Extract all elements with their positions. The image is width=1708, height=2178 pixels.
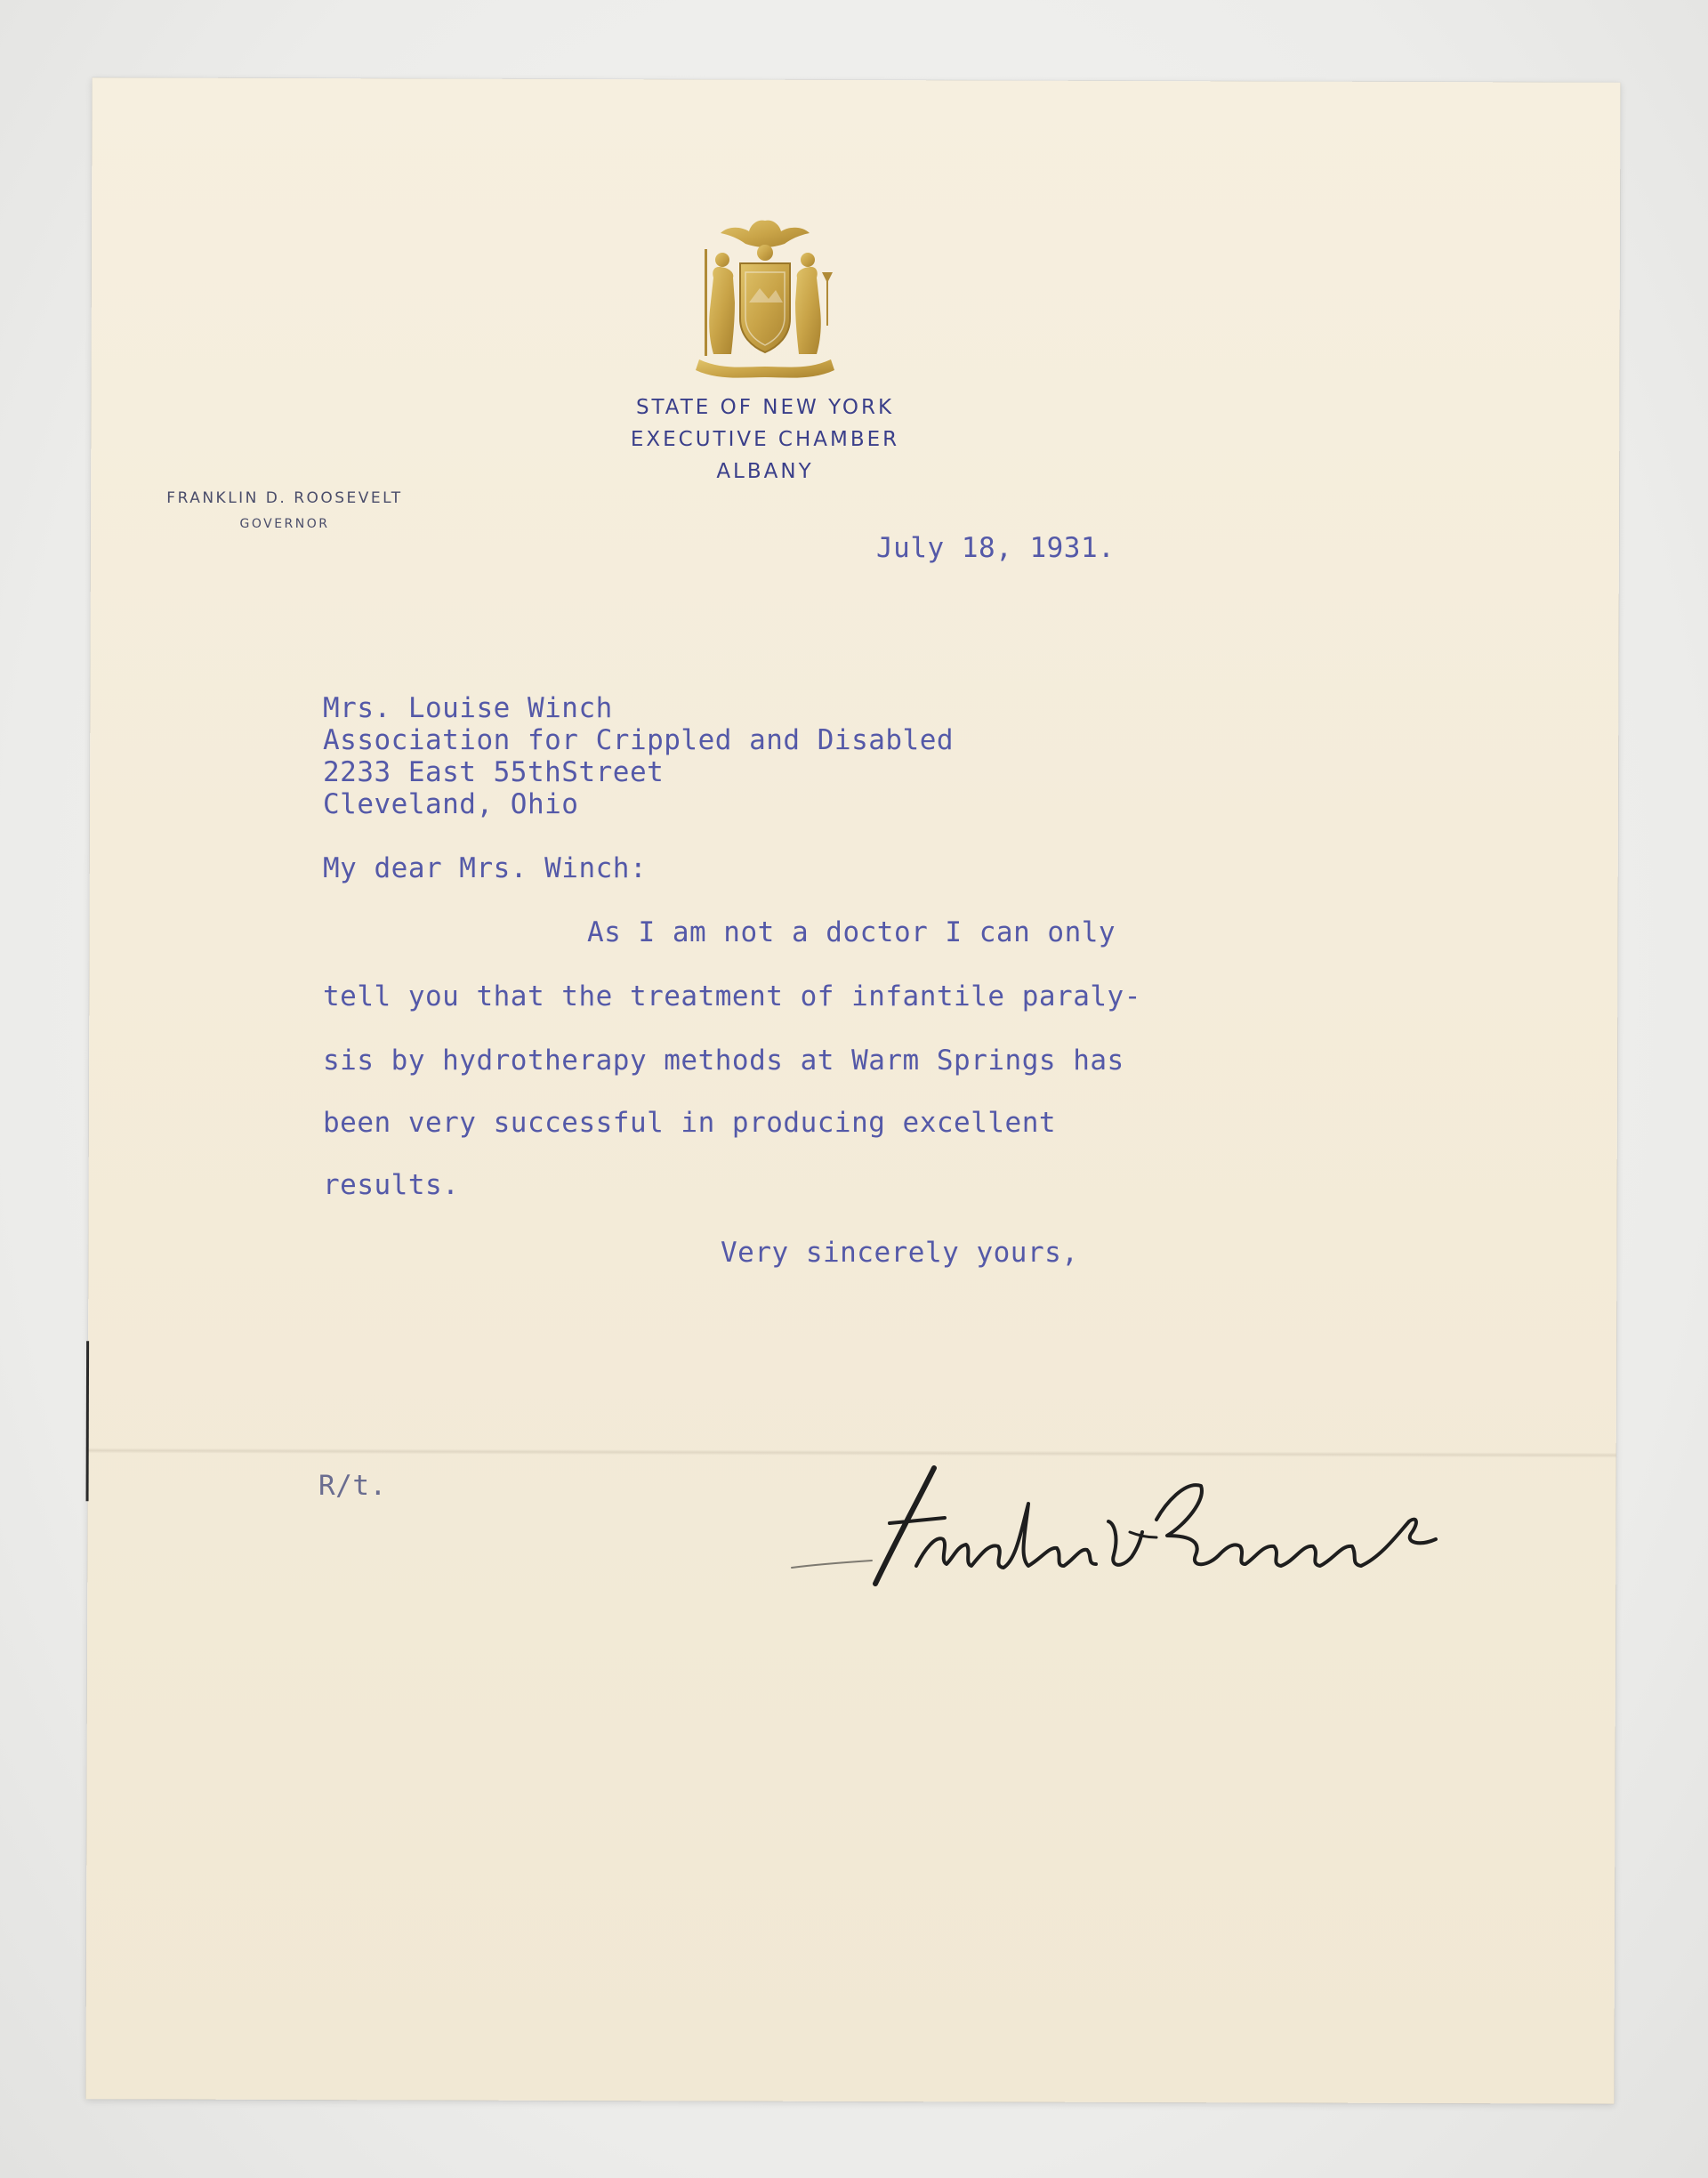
recipient-name: Mrs. Louise Winch xyxy=(323,692,613,724)
body-line-2: tell you that the treatment of infantile paraly- xyxy=(323,980,1141,1012)
handwritten-signature xyxy=(783,1450,1494,1610)
recipient-organization: Association for Crippled and Disabled xyxy=(323,724,955,756)
letterhead-state: STATE OF NEW YORK xyxy=(635,396,895,419)
letter-sheet xyxy=(85,77,1620,2103)
salutation: My dear Mrs. Winch: xyxy=(323,852,648,884)
letterhead-city: ALBANY xyxy=(716,460,814,483)
typist-initials: R/t. xyxy=(318,1470,387,1502)
body-line-1: As I am not a doctor I can only xyxy=(587,916,1116,948)
body-line-5: results. xyxy=(323,1169,460,1201)
recipient-street: 2233 East 55thStreet xyxy=(323,756,665,788)
closing: Very sincerely yours, xyxy=(721,1237,1079,1269)
letter-date: July 18, 1931. xyxy=(876,532,1116,564)
sender-block xyxy=(142,485,427,536)
state-seal-icon xyxy=(687,214,843,383)
letterhead-chamber: EXECUTIVE CHAMBER xyxy=(630,428,900,451)
sender-title: GOVERNOR xyxy=(239,517,330,531)
body-line-3: sis by hydrotherapy methods at Warm Springs has xyxy=(323,1045,1124,1077)
letterhead xyxy=(498,391,1032,488)
paper-edge-shadow xyxy=(86,1341,90,1501)
sender-name: FRANKLIN D. ROOSEVELT xyxy=(166,489,403,507)
body-line-4: been very successful in producing excellent xyxy=(323,1107,1057,1139)
recipient-city: Cleveland, Ohio xyxy=(323,788,579,820)
